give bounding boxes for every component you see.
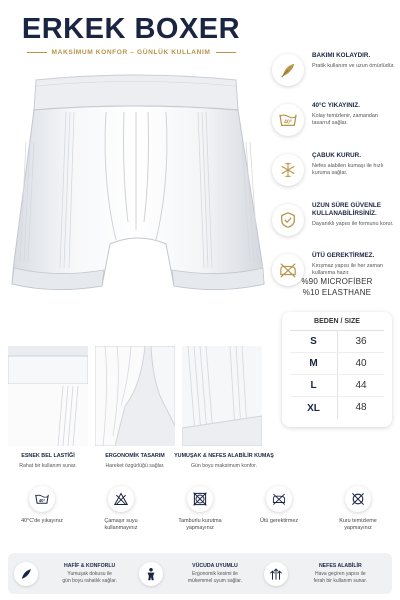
product-image xyxy=(6,72,268,312)
feature-title: ÇABUK KURUR. xyxy=(312,152,361,159)
page-subtitle: MAKSİMUM KONFOR – GÜNLÜK KULLANIM xyxy=(51,49,211,56)
detail-title: ERGONOMİK TASARIM xyxy=(105,453,165,459)
size-table-header: BEDEN / SIZE xyxy=(290,318,384,331)
page-title: ERKEK BOXER xyxy=(21,13,241,45)
detail-image-ergonomic xyxy=(95,346,175,446)
size-table xyxy=(282,312,392,427)
benefit-title: VÜCUDA UYUMLU xyxy=(192,562,238,569)
feature-desc: Kolay temizlenir, zamandan tasarruf sağlar. xyxy=(312,113,378,126)
bottom-benefits-bar xyxy=(8,553,392,594)
benefit-desc: mükemmel uyum sağlar. xyxy=(187,578,243,584)
feature-desc: Nefes alabilen kumaşı ile hızlı kuruma sağlar. xyxy=(312,163,384,176)
detail-desc: Gün boyu maksimum konfor. xyxy=(190,463,258,469)
care-item xyxy=(170,486,230,532)
detail-title: ESNEK BEL LASTİĞİ xyxy=(21,453,75,459)
detail-desc: Hareket özgürlüğü sağlar. xyxy=(105,463,165,469)
svg-text:40°: 40° xyxy=(283,119,293,126)
care-label: Kuru temizleme yapmayınız xyxy=(339,518,377,531)
feature-desc: Kırışmaz yapısı ile her zaman kullanıma hazır. xyxy=(312,263,384,276)
quick-dry-icon xyxy=(272,154,304,186)
feature-title: 40°C YIKAYINIZ. xyxy=(312,102,361,109)
care-item xyxy=(12,486,72,532)
no-dry-clean-icon xyxy=(345,486,371,512)
body-fit-icon xyxy=(139,562,163,586)
benefit-desc: Hava geçiren yapısı ile xyxy=(315,570,366,577)
feature-title: BAKIMI KOLAYDIR. xyxy=(312,52,371,59)
detail-title: YUMUŞAK & NEFES ALABİLİR KUMAŞ xyxy=(174,453,274,459)
benefit-desc: Yumuşak dokusu ile xyxy=(67,570,112,577)
feather-icon xyxy=(272,54,304,86)
feature-item xyxy=(272,102,398,150)
care-item xyxy=(328,486,388,532)
care-label: Ütü gerektirmez xyxy=(259,518,299,524)
benefit-item xyxy=(139,562,261,586)
size-row xyxy=(290,331,384,353)
wash-40-icon xyxy=(29,486,55,512)
detail-image-waistband xyxy=(8,346,88,446)
size-row xyxy=(290,375,384,397)
feature-desc: Pratik kullanım ve uzun ömürlüdür. xyxy=(312,63,395,69)
detail-caption xyxy=(172,453,276,470)
feature-item xyxy=(272,202,398,250)
care-label: 40°C'de yıkayınız xyxy=(21,518,63,524)
no-bleach-icon xyxy=(108,486,134,512)
size-value: 40 xyxy=(337,353,384,374)
benefit-title: NEFES ALABİLİR xyxy=(318,562,362,569)
size-row xyxy=(290,397,384,419)
care-instructions xyxy=(12,486,388,532)
size-value: 48 xyxy=(337,397,384,419)
shield-check-icon xyxy=(272,204,304,236)
size-value: 44 xyxy=(337,375,384,396)
feature-title: ÜTÜ GEREKTİRMEZ. xyxy=(312,252,375,259)
no-tumble-dry-icon xyxy=(187,486,213,512)
benefit-item xyxy=(264,562,386,586)
size-label: XL xyxy=(307,402,320,414)
size-value: 36 xyxy=(337,331,384,352)
feature-item xyxy=(272,52,398,100)
no-iron-icon xyxy=(266,486,292,512)
fabric-composition xyxy=(282,276,392,298)
size-label: S xyxy=(310,336,317,347)
subtitle-row xyxy=(0,49,262,56)
feather-icon xyxy=(14,562,38,586)
svg-text:40°: 40° xyxy=(38,497,46,503)
benefit-desc: Ergonomik kesimi ile xyxy=(192,570,238,577)
feature-title: UZUN SÜRE GÜVENLE KULLANABİLİRSİNİZ. xyxy=(312,202,381,217)
header xyxy=(0,12,262,56)
care-item xyxy=(249,486,309,532)
wash-40-icon xyxy=(272,104,304,136)
size-label: L xyxy=(310,380,317,391)
detail-caption xyxy=(2,453,94,470)
benefit-item xyxy=(14,562,136,586)
size-row xyxy=(290,353,384,375)
feature-item xyxy=(272,152,398,200)
fabric-line-1: %90 MICROFİBER xyxy=(301,277,373,286)
fabric-line-2: %10 ELASTHANE xyxy=(302,288,372,297)
divider-left xyxy=(27,52,47,53)
feature-list xyxy=(272,52,398,302)
detail-image-fabric xyxy=(182,346,262,446)
divider-right xyxy=(216,52,236,53)
care-label: Tamburlu kurutma yapmayınız xyxy=(178,518,222,531)
benefit-desc: gün boyu rahatlık sağlar. xyxy=(62,578,117,584)
feature-desc: Dayanıklı yapısı ile formunu korur. xyxy=(312,221,394,227)
benefit-title: HAFİF & KONFORLU xyxy=(64,562,116,569)
care-label: Çamaşır suyu kullanmayınız xyxy=(104,518,138,531)
detail-desc: Rahat bir kullanım sunar. xyxy=(19,463,77,469)
detail-caption xyxy=(89,453,181,470)
care-item xyxy=(91,486,151,532)
benefit-desc: ferah bir kullanım sunar. xyxy=(313,578,367,584)
size-label: M xyxy=(309,358,318,369)
breathable-icon xyxy=(264,562,288,586)
